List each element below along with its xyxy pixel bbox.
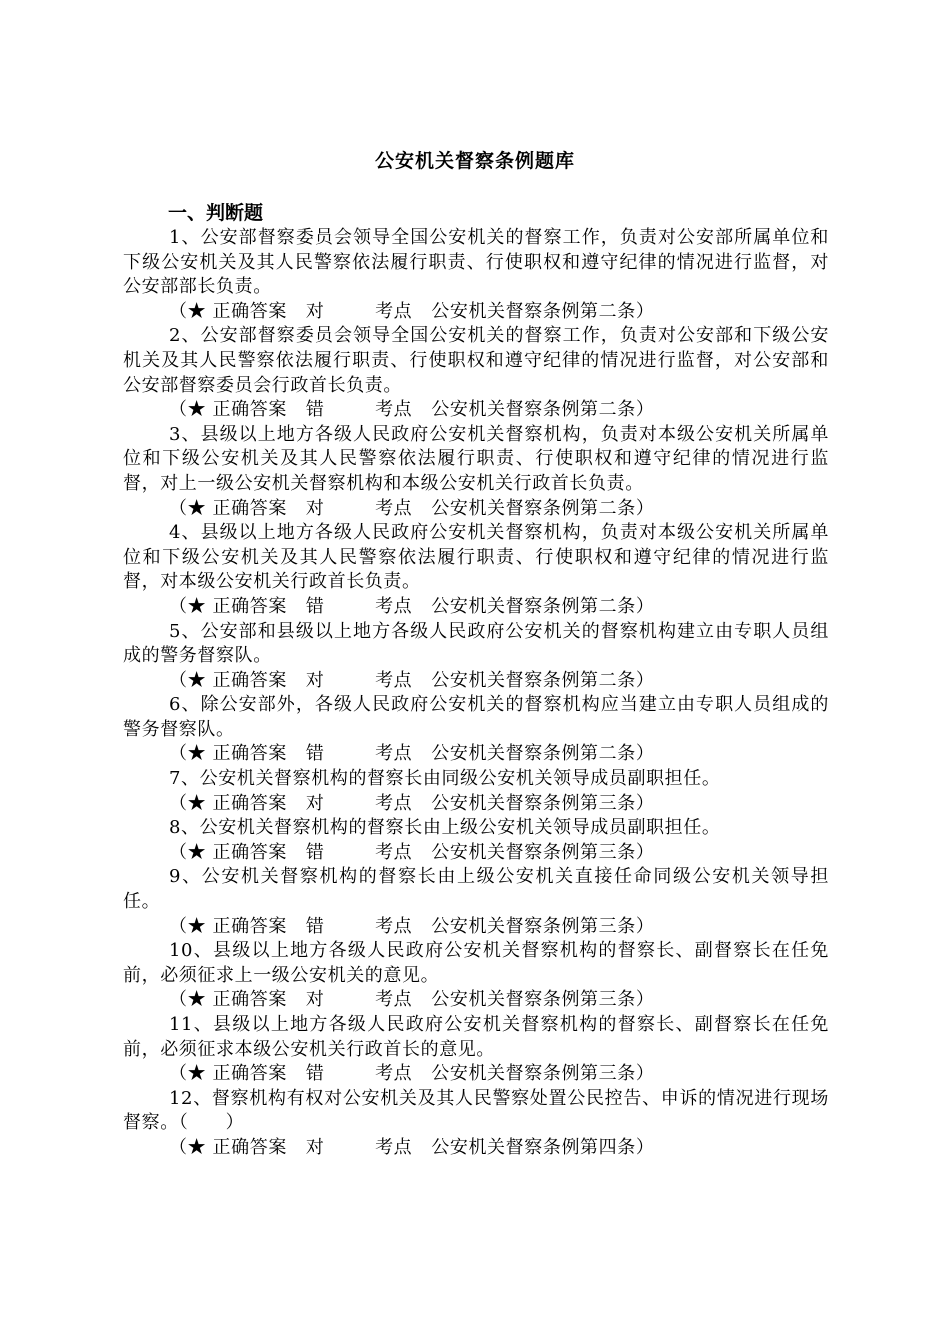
keypoint-value: 公安机关督察条例第三条） xyxy=(431,989,655,1011)
answer-value: 对 xyxy=(305,1136,325,1158)
keypoint-label: 考点 xyxy=(375,792,413,814)
answer-line xyxy=(123,988,829,1013)
answer-prefix: （★ 正确答案 xyxy=(169,915,287,937)
keypoint-label: 考点 xyxy=(375,300,413,322)
keypoint-label: 考点 xyxy=(375,497,413,519)
answer-line xyxy=(123,669,829,694)
keypoint-value: 公安机关督察条例第三条） xyxy=(431,1063,655,1085)
question-item xyxy=(123,1087,829,1161)
answer-prefix: （★ 正确答案 xyxy=(169,300,287,322)
question-text: 8、公安机关督察机构的督察长由上级公安机关领导成员副职担任。 xyxy=(169,817,721,839)
answer-line xyxy=(123,398,829,423)
section-heading: 一、判断题 xyxy=(168,202,264,224)
question-item xyxy=(123,939,829,1013)
question-item xyxy=(123,816,829,865)
answer-prefix: （★ 正确答案 xyxy=(169,669,287,691)
keypoint-label: 考点 xyxy=(375,989,413,1011)
answer-prefix: （★ 正确答案 xyxy=(169,743,287,765)
keypoint-label: 考点 xyxy=(375,743,413,765)
keypoint-value: 公安机关督察条例第二条） xyxy=(431,595,655,617)
keypoint-value: 公安机关督察条例第三条） xyxy=(431,915,655,937)
keypoint-label: 考点 xyxy=(375,1136,413,1158)
answer-line xyxy=(123,1062,829,1087)
answer-prefix: （★ 正确答案 xyxy=(169,595,287,617)
answer-line xyxy=(123,595,829,620)
answer-prefix: （★ 正确答案 xyxy=(169,989,287,1011)
question-item xyxy=(123,521,829,619)
document-title: 公安机关督察条例题库 xyxy=(374,150,575,172)
question-item xyxy=(123,620,829,694)
question-text: 9、公安机关督察机构的督察长由上级公安机关直接任命同级公安机关领导担任。 xyxy=(123,866,829,913)
keypoint-label: 考点 xyxy=(375,915,413,937)
question-item xyxy=(123,226,829,324)
keypoint-value: 公安机关督察条例第二条） xyxy=(431,669,655,691)
answer-line xyxy=(123,792,829,817)
answer-line xyxy=(123,497,829,522)
keypoint-value: 公安机关督察条例第四条） xyxy=(431,1136,655,1158)
keypoint-value: 公安机关督察条例第二条） xyxy=(431,399,655,421)
answer-line xyxy=(123,915,829,940)
answer-value: 对 xyxy=(305,497,325,519)
question-item xyxy=(123,1013,829,1087)
answer-value: 错 xyxy=(305,841,325,863)
answer-prefix: （★ 正确答案 xyxy=(169,1063,287,1085)
question-item xyxy=(123,693,829,767)
answer-prefix: （★ 正确答案 xyxy=(169,1136,287,1158)
answer-value: 对 xyxy=(305,989,325,1011)
question-text: 5、公安部和县级以上地方各级人民政府公安机关的督察机构建立由专职人员组成的警务督察队。 xyxy=(123,620,829,667)
question-text: 12、督察机构有权对公安机关及其人民警察处置公民控告、申诉的情况进行现场督察。（ ） xyxy=(123,1087,829,1134)
question-item xyxy=(123,324,829,422)
question-list xyxy=(123,226,829,1161)
answer-value: 错 xyxy=(305,915,325,937)
answer-value: 错 xyxy=(305,743,325,765)
keypoint-value: 公安机关督察条例第二条） xyxy=(431,300,655,322)
question-text: 11、县级以上地方各级人民政府公安机关督察机构的督察长、副督察长在任免前，必须征求本级公安机关行政首长的意见。 xyxy=(123,1014,829,1060)
answer-value: 错 xyxy=(305,1063,325,1085)
answer-value: 对 xyxy=(305,300,325,322)
answer-value: 错 xyxy=(305,399,325,421)
question-text: 4、县级以上地方各级人民政府公安机关督察机构，负责对本级公安机关所属单位和下级公安机关及其人民警察依法履行职责、行使职权和遵守纪律的情况进行监督，对本级公安机关行政首长负责。 xyxy=(123,522,829,593)
keypoint-label: 考点 xyxy=(375,595,413,617)
question-text: 10、县级以上地方各级人民政府公安机关督察机构的督察长、副督察长在任免前，必须征求上一级公安机关的意见。 xyxy=(123,940,829,986)
keypoint-label: 考点 xyxy=(375,669,413,691)
answer-prefix: （★ 正确答案 xyxy=(169,497,287,519)
keypoint-label: 考点 xyxy=(375,841,413,863)
answer-prefix: （★ 正确答案 xyxy=(169,792,287,814)
keypoint-label: 考点 xyxy=(375,1063,413,1085)
answer-prefix: （★ 正确答案 xyxy=(169,841,287,863)
keypoint-value: 公安机关督察条例第三条） xyxy=(431,841,655,863)
question-item xyxy=(123,767,829,816)
question-item xyxy=(123,423,829,521)
keypoint-value: 公安机关督察条例第二条） xyxy=(431,497,655,519)
answer-value: 对 xyxy=(305,669,325,691)
keypoint-value: 公安机关督察条例第二条） xyxy=(431,743,655,765)
question-text: 3、县级以上地方各级人民政府公安机关督察机构，负责对本级公安机关所属单位和下级公安机关及其人民警察依法履行职责、行使职权和遵守纪律的情况进行监督，对上一级公安机关督察机构和本级公安机关行政首长负责。 xyxy=(123,423,829,494)
answer-line xyxy=(123,841,829,866)
answer-line xyxy=(123,1136,829,1161)
question-item xyxy=(123,865,829,939)
keypoint-value: 公安机关督察条例第三条） xyxy=(431,792,655,814)
question-text: 7、公安机关督察机构的督察长由同级公安机关领导成员副职担任。 xyxy=(169,768,721,790)
answer-value: 对 xyxy=(305,792,325,814)
keypoint-label: 考点 xyxy=(375,399,413,421)
question-text: 1、公安部督察委员会领导全国公安机关的督察工作，负责对公安部所属单位和下级公安机关及其人民警察依法履行职责、行使职权和遵守纪律的情况进行监督，对公安部部长负责。 xyxy=(123,227,829,298)
answer-prefix: （★ 正确答案 xyxy=(169,399,287,421)
answer-value: 错 xyxy=(305,595,325,617)
question-text: 6、除公安部外，各级人民政府公安机关的督察机构应当建立由专职人员组成的警务督察队。 xyxy=(123,694,829,740)
answer-line xyxy=(123,300,829,325)
question-text: 2、公安部督察委员会领导全国公安机关的督察工作，负责对公安部和下级公安机关及其人民警察依法履行职责、行使职权和遵守纪律的情况进行监督，对公安部和公安部督察委员会行政首长负责。 xyxy=(123,325,829,396)
answer-line xyxy=(123,742,829,767)
